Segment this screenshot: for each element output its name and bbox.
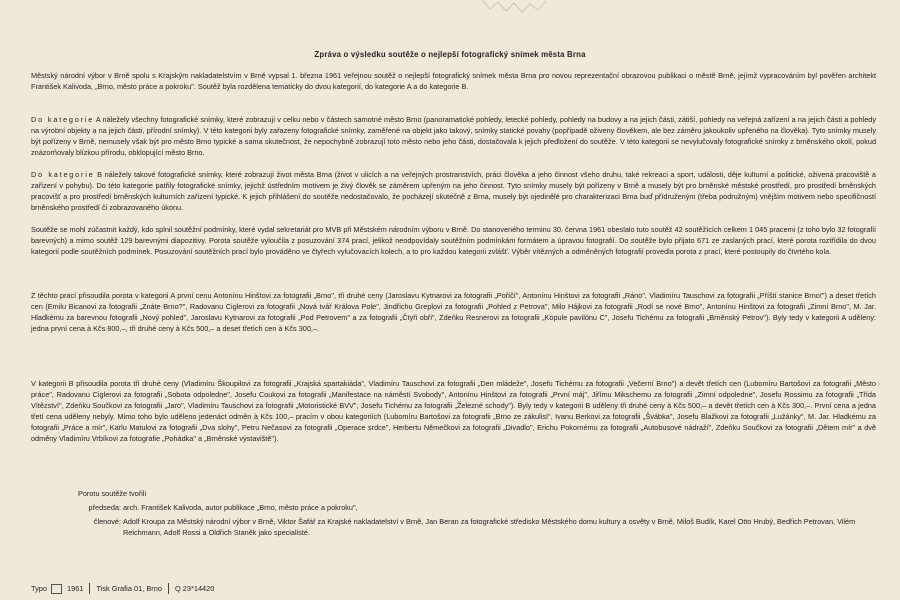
- jury-members: Adolf Kroupa za Městský národní výbor v Brně, Viktor Šafář za Krajské nakladatelství v Brně, Jan Beran za fotografické středisko Městského domu kultury a osvěty v Brně, Miloš Budík, Karel Otto Hrubý, Bedřich Petrovan, Vilém Reichmann, Adolf Rossi a Oldřich Staněk jako specialisté.: [123, 517, 856, 537]
- category-b-text: B náležely takové fotografické snímky, které zobrazují život města Brna (život v ulicích a na veřejných prostranstvích, práci člověka a jeho činnost všeho druhu, také rekreaci a sport, události, děje kulturní a politické, oživená pracoviště a zařízení v pohybu). Do této kategorie patřily fotografické snímky, jejichž ústředním motivem je živý člověk se záměrem upřeným na jeho činnost. Tyto snímky musely být pořízeny v Brně a musely být pro brněnské městské prostředí, pro prostředí brněnských pracovišť a pro prostředí brněnských kulturních zařízení typické. K jejich přihlášení do soutěže nedostačovalo, že pocházejí skutečně z Brna, musely být ojedinělé pro charakterizaci Brna buď přídruženým (třeba podružným) vnějším motivem nebo specifičností brněnského prostředí či zobrazovaného úkonu.: [31, 170, 876, 212]
- footer-year: 1961: [67, 584, 84, 593]
- typo-box: [51, 584, 62, 594]
- paragraph-intro: Městský národní výbor v Brně spolu s Krajským nakladatelstvím v Brně vypsal 1. března 1961 veřejnou soutěž o nejlepší fotografický snímek města Brna pro novou reprezentační obrazovou publikaci o městě Brně, jejímž vypracováním byl pověřen architekt František Kalivoda, „Brno, město práce a pokroku". Soutěž byla rozdělena tematicky do dvou kategorií, do kategorie A a do kategorie B.: [31, 71, 876, 91]
- paragraph-awards-a: Z těchto prací přisoudila porota v kategorii A první cenu Antonínu Hinštovi za fotografii „Brno", tři druhé ceny (Jaroslavu Kytnarovi za fotografii „Poříčí", Antonínu Hinštovi za fotografii „Ráno", Vladimíru Tauschovi za fotografii „Příští stanice Brno!") a deset třetích cen (Emilu Bicanovi za fotografii „Znáte Brno?", Radovanu Ciglerovi za fotografii „Nová tvář Králova Pole", Jindřichu Greplovi za fotografii „Pohled z Petrova", Milo Hájkovi za fotografii „Rodí se nové Brno", Antonínu Hinštovi za fotografii „Zimní Brno", M. Jar. Hladkému za barevnou fotografii „Nový pohled", Jaroslavu Kytnarovi za fotografii „Pod Petrovem" a za fotografii „Čtyři obři", Zdeňku Resnerovi za fotografii „Kopule pavilónu C", Josefu Tichému za fotografii „Brněnský Petrov"). Byly tedy v kategorii A uděleny: jedna první cena à Kčs 800,–, tři druhé ceny à Kčs 500,– a deset třetích cen à Kčs 300,–.: [31, 291, 876, 333]
- jury-chair: arch. František Kalivoda, autor publikace „Brno, město práce a pokroku",: [123, 503, 358, 512]
- torn-paper-mark: [480, 0, 550, 14]
- footer-typo: Typo: [31, 584, 48, 593]
- print-footer: [31, 583, 214, 594]
- jury-chair-row: [78, 502, 878, 513]
- paragraph-awards-b: V kategorii B přisoudila porota tři druhé ceny (Vladimíru Škoupilovi za fotografii „Krajská spartakiáda", Vladimíru Tauschovi za fotografii „Den mládeže", Josefu Tichému za fotografii „Večerní Brno") a devět třetích cen (Lubomíru Bartošovi za fotografii „Město práce", Radovanu Ciglerovi za fotografii „Sobota odpoledne", Josefu Coukovi za fotografii „Manifestace na náměstí Svobody", Antonínu Hinštovi za fotografii „První máj", Jiřímu Mikschemu za fotografii „Zimní odpoledne", Josefu Rossimu za fotografii „Třída Vítězství", Zdeňku Součkovi za fotografii „Jaro", Vladimíru Tauschovi za fotografii „Motoristické BVV", Josefu Tichému za fotografii „Železné schody"). Byly tedy v kategorii B uděleny tři druhé ceny à Kčs 500,– a devět třetích cen à Kčs 300,–. První cena a jedna třetí cena uděleny nebyly. Mimo toho bylo uděleno jedenáct odměn à Kčs 100,– pracím v obou kategoriích (Lubomíru Bartošovi za fotografii „Brno ze zákulisí", Ivanu Berkovi za fotografii „Švábka", Josefu Blažkovi za fotografii „Lužánky", M. Jar. Hladkému za fotografii „Práce a mír", Karlu Matulovi za fotografii „Dva slohy", Petru Nečasovi za fotografii „Operace srdce", Herbertu Němečkovi za fotografii „Divadlo", Erichu Pokornému za fotografii „Autobusové nádraží", Zdeňku Součkovi za fotografii „Dětem mír" a dvě odměny Vladimíru Vrbíkovi za fotografie „Pohádka" a „Brněnské výstaviště").: [31, 379, 876, 443]
- footer-divider: [89, 583, 90, 594]
- category-a-text: A náležely všechny fotografické snímky, které zobrazují v celku nebo v částech samotné město Brno (panoramatické pohledy, letecké pohledy, pohledy na budovy a na jejich části, zátiší, pohledy na veřejná zařízení a na jejich části a pohledy na výrobní objekty a na jejich části, přírodní snímky). V této kategorii byly zařazeny fotografické snímky, zaměřené na objekt jako takový, snímky statické povahy (popřípadě oživeny člověkem, ale bez záměru jakoukoliv upřeného na člověka). Tyto snímky musely být pořízeny v Brně, nemusely však být pro město Brno typické a sama skutečnost, že nepochybně zobrazují toto město nebo jeho části, dostačovala k jejich předložení do soutěže. V této kategorii se nevylučovaly fotografické snímky z brněnského okolí, pokud znázorňovaly blízkou přírodu, obklopující město Brno.: [31, 115, 876, 157]
- footer-divider: [168, 583, 169, 594]
- paragraph-participation: Soutěže se mohl zúčastnit každý, kdo splnil soutěžní podmínky, které vydal sekretariát pro MVB při Městském národním výboru v Brně. Do stanoveného terminu 30. června 1961 obeslalo tuto soutěž 42 soutěžících celkem 1 045 pracemi (z toho bylo 32 fotografií barevných) a mimo soutěž 129 barevnými diapozitivy. Porota soutěže vyloučila z posuzování 374 prací, jelikož neodpovídaly soutěžním podmínkám formátem a úpravou fotografií. Do soutěže bylo přijato 671 ze zaslaných prací, které porota roztřídila do dvou kategorií podle soutěžních podmínek. Posuzování soutěžních prací bylo prováděno ve čtyřech vylučovacích kolech, a to pro každou kategorii zvlášť. Výběr vítězných a odměněných fotografií provedla porota z prací, které postoupily do čtvrtého kola.: [31, 225, 876, 256]
- footer-print: Tisk Grafia 01, Brno: [96, 584, 162, 593]
- category-a-lead: Do kategorie: [31, 115, 95, 124]
- jury-members-label: členové:: [93, 517, 121, 526]
- jury-chair-label: předseda:: [88, 503, 121, 512]
- footer-code: Q 23*14420: [174, 584, 215, 593]
- category-b-lead: Do kategorie: [31, 170, 95, 179]
- document-title: Zpráva o výsledku soutěže o nejlepší fotografický snímek města Brna: [314, 50, 586, 59]
- paragraph-category-b: [31, 169, 876, 213]
- jury-section: [78, 488, 878, 538]
- jury-members-row: [78, 516, 878, 538]
- paragraph-category-a: [31, 114, 876, 158]
- jury-title: Porotu soutěže tvořili: [78, 489, 147, 498]
